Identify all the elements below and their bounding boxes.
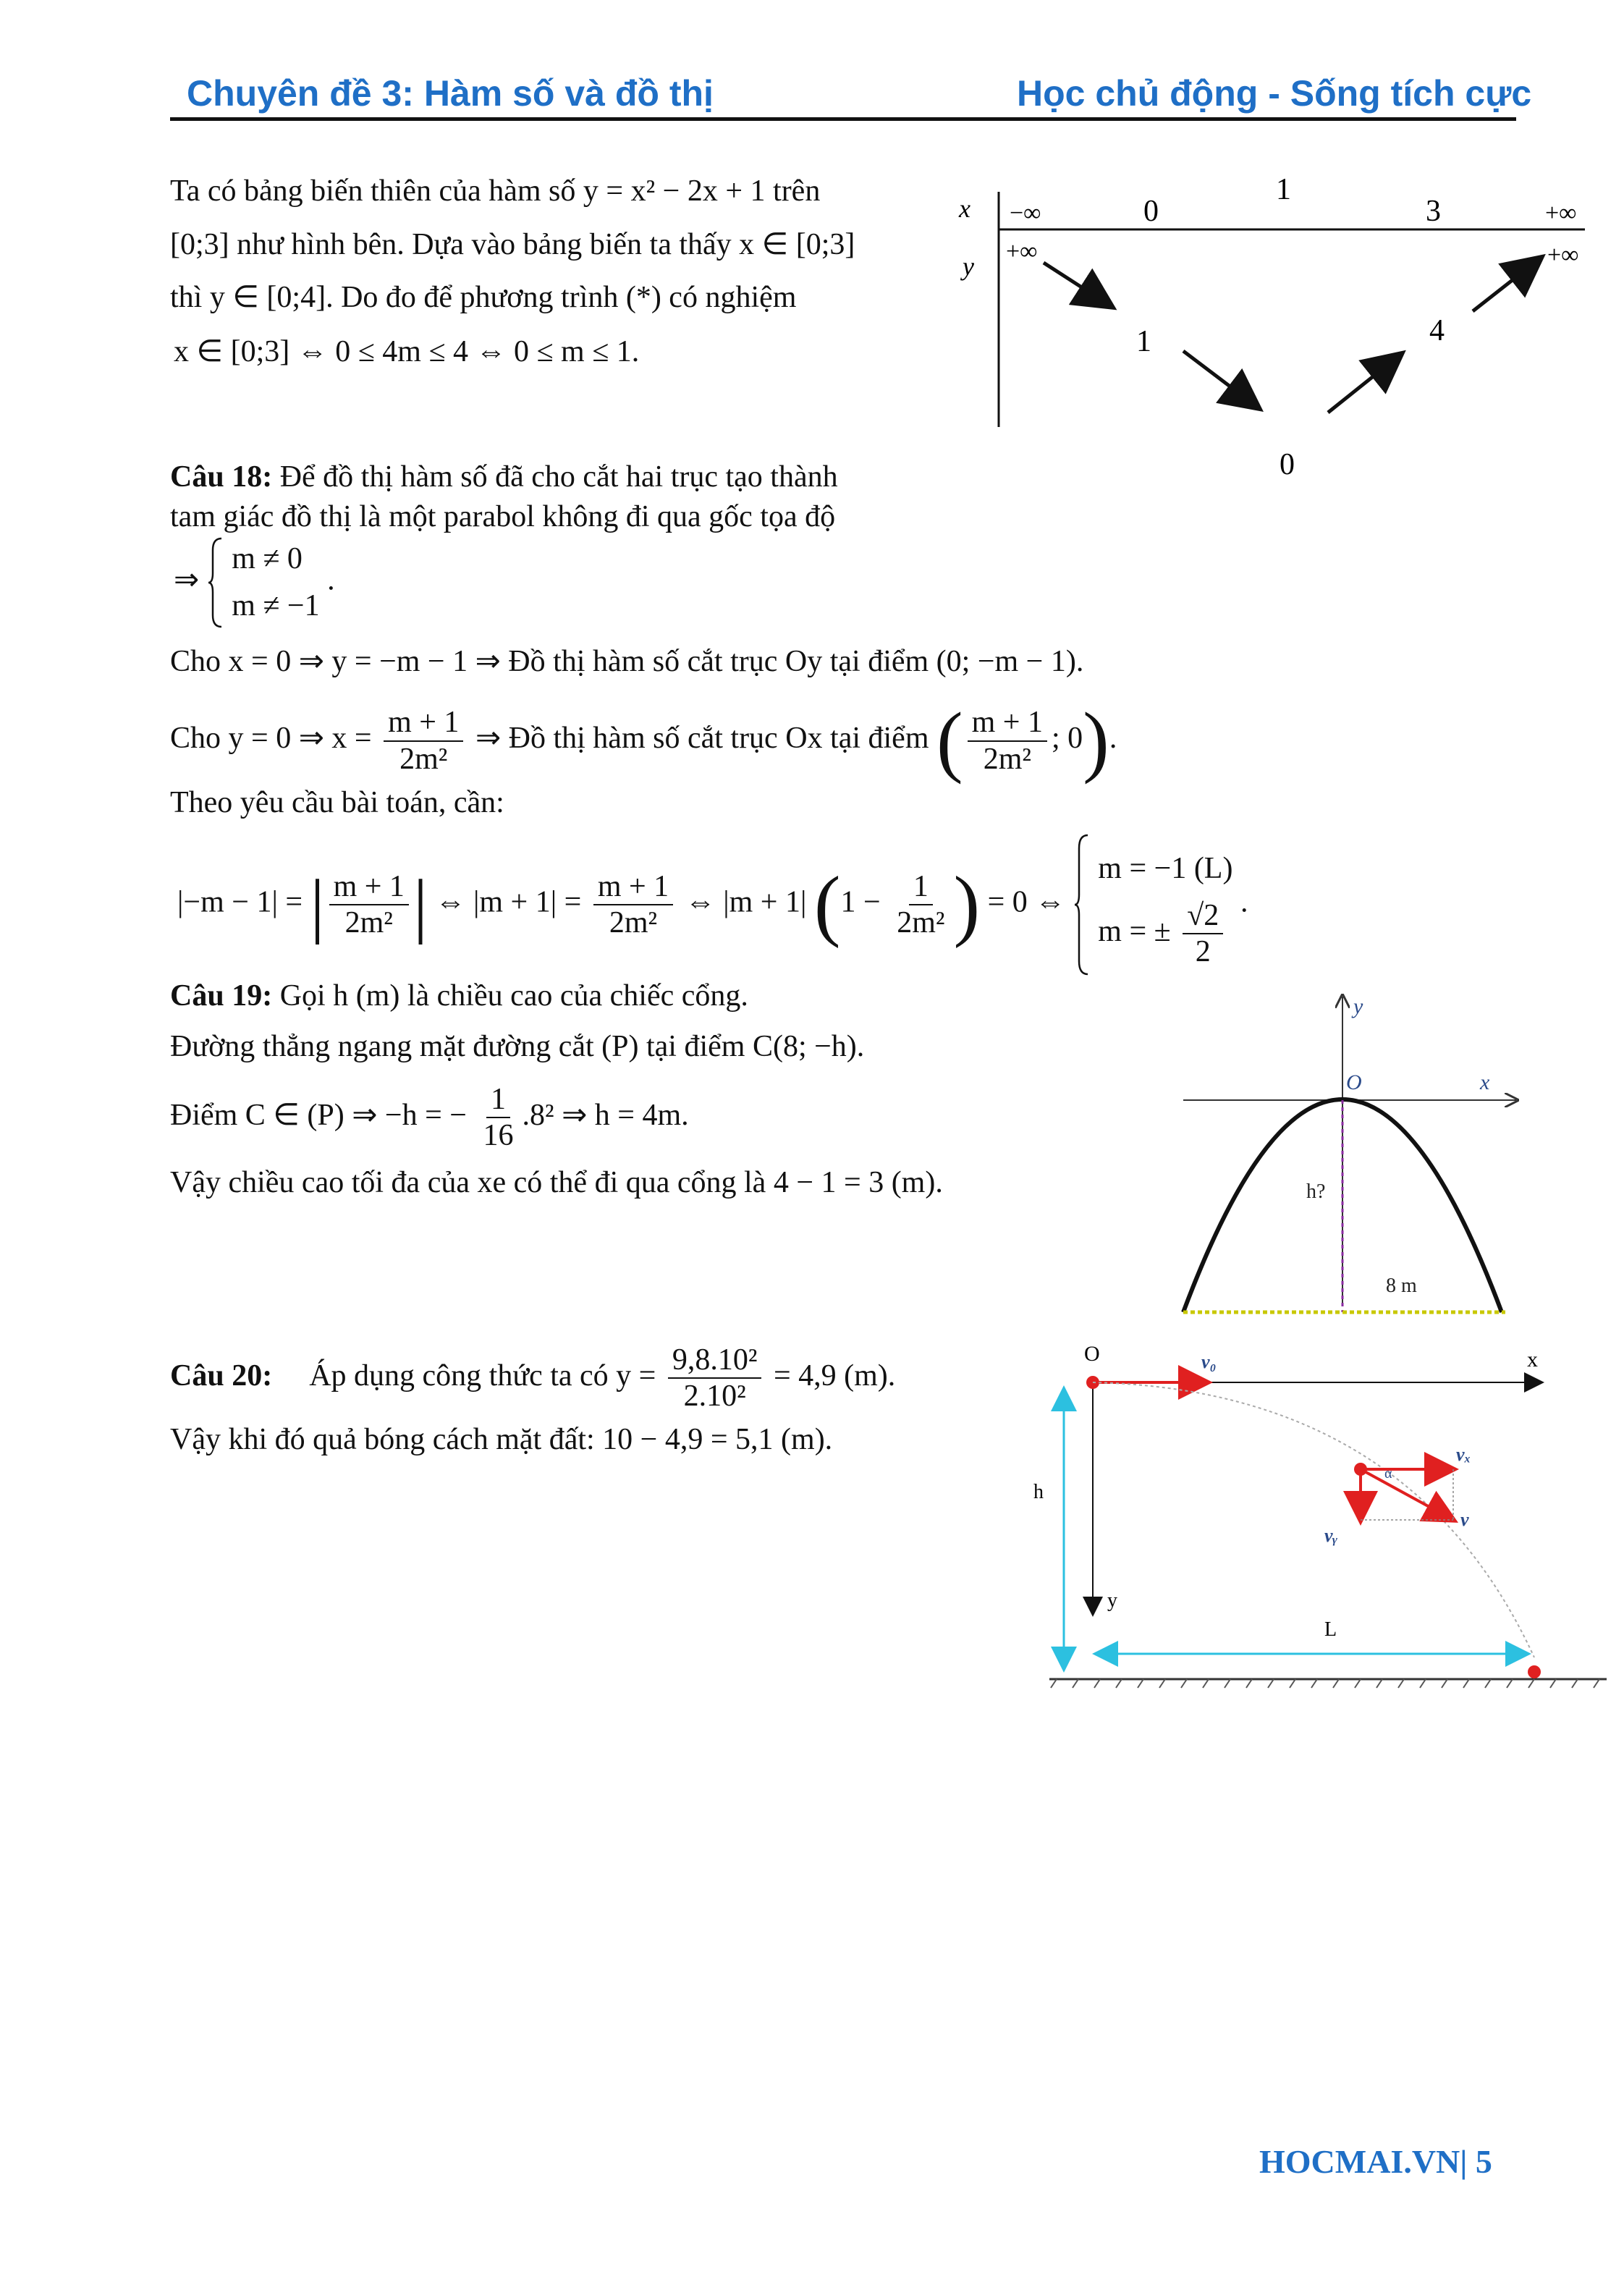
table-y-pos-inf-left: +∞ — [1006, 238, 1038, 265]
arrow-down-1 — [1044, 263, 1111, 306]
q18-eq-d: = 0 ⇔ — [987, 885, 1066, 919]
projectile-x-label: x — [1527, 1348, 1538, 1372]
q20-text-1b: = 4,9 (m). — [773, 1359, 896, 1393]
q18-ox-point-fraction — [968, 705, 1047, 777]
table-x-1: 1 — [1276, 173, 1291, 206]
header-slogan: Học chủ động - Sống tích cực — [1017, 73, 1532, 114]
parabola-y-label: y — [1353, 994, 1363, 1018]
q20-line-1 — [170, 1343, 895, 1414]
q18-solution-brace — [1073, 832, 1091, 977]
q18-brace — [207, 536, 224, 630]
q18-ox-fraction — [384, 705, 463, 777]
table-y-label: y — [963, 252, 974, 281]
variation-table — [919, 163, 1599, 496]
table-y-0: 0 — [1280, 448, 1295, 481]
projectile-figure — [1020, 1324, 1614, 1701]
q19-fraction — [479, 1082, 518, 1154]
v-label: v — [1460, 1509, 1469, 1530]
q18-equation: |−m − 1| = | $\frac{m + 1}{\text{2m²}}$ | ⇔ |m + 1| = $\frac{m + 1}{\text{2m²}}$ ⇔ |m + 1| (1 − $\frac{1}{\text{2m²}}$ ) = 0 ⇔ m = −1 (L) m = ± $\frac{√2}{2}$ . — [177, 832, 1248, 977]
ground-hatching — [1051, 1679, 1599, 1688]
q20-line-2: Vậy khi đó quả bóng cách mặt đất: 10 − 4,9 = 5,1 (m). — [170, 1423, 833, 1456]
q18-eq-b: ⇔ |m + 1| = — [435, 885, 582, 919]
alpha-label: α — [1384, 1466, 1392, 1482]
q18-line-2: tam giác đồ thị là một parabol không đi qua gốc tọa độ — [170, 500, 836, 533]
table-x-3: 3 — [1426, 195, 1441, 228]
intro-line-4: x ∈ [0;3] ⇔ 0 ≤ 4m ≤ 4 ⇔ 0 ≤ m ≤ 1. — [174, 335, 640, 368]
q19-text-3a: Điểm C ∈ (P) ⇒ −h = − — [170, 1098, 467, 1132]
table-x-pos-inf: +∞ — [1545, 200, 1577, 227]
v-vector — [1361, 1469, 1453, 1520]
q18-ox-point-den: 2m² — [983, 742, 1031, 776]
table-x-0: 0 — [1143, 195, 1159, 228]
q19-label: Câu 19: — [170, 979, 273, 1013]
q19-frac-den: 16 — [483, 1119, 514, 1153]
q18-eq-frac-1-den: 2m² — [344, 906, 393, 939]
q18-eq-frac-3 — [892, 869, 949, 941]
q18-requirement: Theo yêu cầu bài toán, cần: — [170, 786, 504, 819]
q19-text-1: Gọi h (m) là chiều cao của chiếc cổng. — [279, 979, 748, 1013]
q20-frac-num: 9,8.10² — [668, 1343, 762, 1379]
ball-landing — [1528, 1665, 1541, 1678]
q18-ox-point-suffix: ; 0 — [1052, 722, 1083, 756]
q18-cond-2: m ≠ −1 — [232, 589, 320, 623]
q18-eq-frac-1-num: m + 1 — [329, 869, 409, 905]
arrow-down-2 — [1183, 351, 1258, 407]
q19-frac-num: 1 — [486, 1082, 510, 1118]
q18-cond-1: m ≠ 0 — [232, 542, 303, 575]
projectile-y-label: y — [1107, 1589, 1117, 1612]
q18-eq-frac-1 — [329, 869, 409, 941]
q18-eq-c2: 1 − — [840, 885, 881, 919]
q18-eq-frac-2 — [593, 869, 673, 941]
q18-eq-frac-2-num: m + 1 — [593, 869, 673, 905]
table-y-1: 1 — [1136, 325, 1151, 358]
header-chapter-title: Chuyên đề 3: Hàm số và đồ thị — [187, 73, 714, 114]
q18-solution-2-prefix: m = ± — [1098, 914, 1171, 948]
q19-line-1 — [170, 979, 748, 1013]
q18-eq-a: |−m − 1| = — [177, 885, 303, 919]
arrow-up-1 — [1328, 355, 1400, 413]
q20-text-1a: Áp dụng công thức ta có y = — [309, 1359, 656, 1393]
q18-solution-2 — [1098, 898, 1232, 970]
q18-condition-system — [174, 536, 335, 630]
vx-label: vₓ — [1456, 1444, 1471, 1465]
q18-solution-1: m = −1 (L) — [1098, 851, 1233, 885]
parabola-origin-label: O — [1346, 1070, 1362, 1094]
half-width-label: 8 m — [1386, 1275, 1417, 1297]
q18-line-1 — [170, 460, 838, 494]
q18-eq-frac-2-den: 2m² — [609, 906, 658, 939]
q20-label: Câu 20: — [170, 1359, 273, 1393]
q18-eq-frac-3-num: 1 — [909, 869, 933, 905]
projectile-l-label: L — [1324, 1618, 1337, 1641]
q18-solution-2-frac — [1183, 898, 1223, 970]
height-label: h? — [1306, 1180, 1326, 1203]
arrow-up-2 — [1473, 258, 1540, 311]
q18-text-1: Để đồ thị hàm số đã cho cắt hai trục tạo thành — [279, 460, 838, 494]
projectile-h-label: h — [1033, 1481, 1044, 1503]
q19-line-3 — [170, 1082, 689, 1154]
q19-text-3b: .8² ⇒ h = 4m. — [522, 1098, 689, 1132]
q18-ox-mid: ⇒ Đồ thị hàm số cắt trục Ox tại điểm — [475, 722, 929, 756]
q18-cond-dot: . — [327, 563, 335, 597]
q20-frac-den: 2.10² — [683, 1379, 746, 1414]
q18-ox-point-num: m + 1 — [968, 705, 1047, 741]
q18-eq-end: . — [1240, 885, 1248, 919]
v0-label: v₀ — [1201, 1351, 1217, 1372]
q18-solution-2-num: √2 — [1183, 898, 1223, 934]
q18-solution-2-den: 2 — [1195, 934, 1211, 968]
q18-oy-line: Cho x = 0 ⇒ y = −m − 1 ⇒ Đồ thị hàm số cắt trục Oy tại điểm (0; −m − 1). — [170, 645, 1084, 678]
header-rule — [170, 117, 1516, 121]
q18-label: Câu 18: — [170, 460, 273, 494]
projectile-origin-label: O — [1084, 1342, 1100, 1366]
q18-ox-den: 2m² — [399, 742, 448, 776]
q18-ox-line: Cho y = 0 ⇒ x = $\frac{m + 1}{\text{2m²}}$ ⇒ Đồ thị hàm số cắt trục Ox tại điểm ( $\frac{m + 1}{\text{2m²}}$ ; 0). — [170, 696, 1117, 785]
table-x-neg-inf: −∞ — [1010, 200, 1041, 227]
intro-line-3: thì y ∈ [0;4]. Do đo để phương trình (*) có nghiệm — [170, 281, 797, 314]
q18-ox-end: . — [1109, 722, 1117, 756]
table-y-4: 4 — [1429, 314, 1445, 347]
intro-line-1: Ta có bảng biến thiên của hàm số y = x² − 2x + 1 trên — [170, 174, 821, 208]
intro-line-2: [0;3] như hình bên. Dựa vào bảng biến ta thấy x ∈ [0;3] — [170, 228, 855, 261]
q19-line-2: Đường thẳng ngang mặt đường cắt (P) tại điểm C(8; −h). — [170, 1030, 865, 1063]
q18-ox-num: m + 1 — [384, 705, 463, 741]
q18-ox-prefix: Cho y = 0 ⇒ x = — [170, 722, 372, 756]
q19-line-4: Vậy chiều cao tối đa của xe có thể đi qua cổng là 4 − 1 = 3 (m). — [170, 1166, 943, 1199]
q20-fraction — [668, 1343, 762, 1414]
parabola-gate-figure — [1172, 988, 1534, 1321]
table-y-pos-inf-right: +∞ — [1547, 242, 1579, 269]
parabola-x-label: x — [1480, 1070, 1490, 1094]
q18-eq-c: ⇔ |m + 1| — [685, 885, 807, 919]
vy-label: vᵧ — [1324, 1525, 1338, 1546]
q18-implies: ⇒ — [174, 563, 200, 597]
q18-eq-frac-3-den: 2m² — [897, 906, 945, 939]
table-x-label: x — [959, 194, 970, 223]
footer-page-number: HOCMAI.VN| 5 — [1259, 2143, 1492, 2180]
